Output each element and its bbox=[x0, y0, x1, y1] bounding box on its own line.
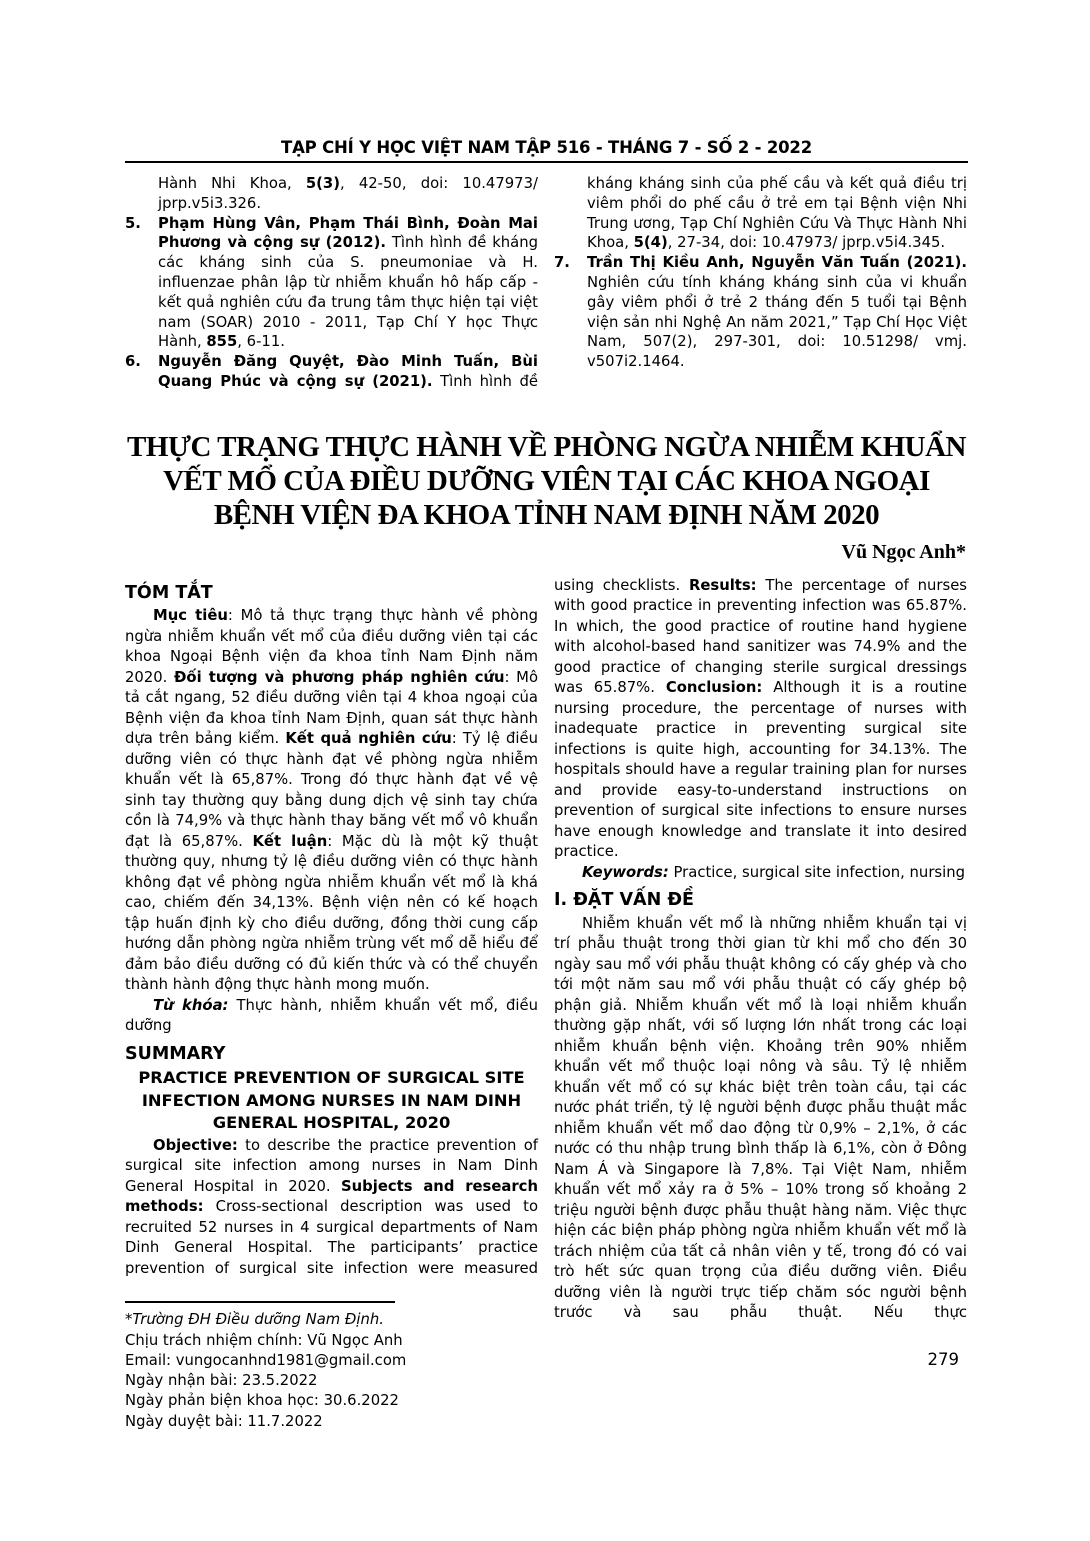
references-section bbox=[125, 174, 968, 392]
body-column-right bbox=[554, 576, 967, 1432]
title-line: BỆNH VIỆN ĐA KHOA TỈNH NAM ĐỊNH NĂM 2020 bbox=[213, 498, 880, 531]
title-line: VẾT MỔ CỦA ĐIỀU DƯỠNG VIÊN TẠI CÁC KHOA NGOẠI bbox=[163, 464, 930, 497]
abstract-heading: TÓM TẮT bbox=[125, 582, 213, 603]
reference-column-right bbox=[554, 174, 967, 392]
introduction-heading: I. ĐẶT VẤN ĐỀ bbox=[554, 890, 694, 911]
summary-body-left: Objective: to describe the practice prevention of surgical site infection among nurses in Nam Dinh General Hospital in 2020. Subjects and research methods: Cross-sectional description was used to recruited 52 nurses in 4 surgical departments of Nam Dinh General Hospital. The participants’ practice prevention of surgical site infection were measured bbox=[125, 1136, 538, 1277]
journal-header: TẠP CHÍ Y HỌC VIỆT NAM TẬP 516 - THÁNG 7 - SỐ 2 - 2022 bbox=[125, 138, 968, 163]
summary-body-right: using checklists. Results: The percentage of nurses with good practice in preventing infection was 65.87%. In which, the good practice of routine hand hygiene with alcohol-based hand sanitizer was 74.9% and the good practice of changing sterile surgical dressings was 65.87%. Conclusion: Although it is a routine nursing procedure, the percentage of nurses with inadequate practice in preventing surgical site infections is quite high, accounting for 34.13%. The hospitals should have a regular training plan for nurses and provide easy-to-understand instructions on prevention of surgical site infections to ensure nurses have enough knowledge and translate it into desired practice. bbox=[554, 576, 968, 861]
reference-number: 6. bbox=[125, 353, 141, 371]
reference-item bbox=[554, 253, 967, 372]
footnote bbox=[125, 1301, 538, 1432]
reference-text: Phạm Hùng Vân, Phạm Thái Bình, Đoàn Mai Phương và cộng sự (2012). Tình hình đề kháng các kháng sinh của S. pneumoniae và H. influenzae phân lập từ nhiễm khuẩn hô hấp cấp - kết quả nghiên cứu đa trung tâm thực hiện tại việt nam (SOAR) 2010 - 2011, Tạp Chí Y học Thực Hành, 855, 6-11. bbox=[158, 214, 538, 351]
summary-subtitle: PRACTICE PREVENTION OF SURGICAL SITE INFECTION AMONG NURSES IN NAM DINH GENERAL HOSPITAL, 2020 bbox=[138, 1068, 525, 1133]
footnote-line-accepted-date: Ngày duyệt bài: 11.7.2022 bbox=[125, 1412, 323, 1430]
reference-text: Nguyễn Đăng Quyệt, Đào Minh Tuấn, Bùi Quang Phúc và cộng sự (2021). Tình hình đề bbox=[158, 353, 538, 390]
reference-item bbox=[125, 214, 538, 353]
footnote-rule bbox=[125, 1301, 395, 1303]
reference-number: 7. bbox=[554, 254, 570, 272]
abstract-keywords: Từ khóa: Thực hành, nhiễm khuẩn vết mổ, điều dưỡng bbox=[125, 996, 538, 1035]
summary-keywords: Keywords: Practice, surgical site infection, nursing bbox=[582, 863, 965, 881]
abstract-body: Mục tiêu: Mô tả thực trạng thực hành về phòng ngừa nhiễm khuẩn vết mổ của điều dưỡng viên tại các khoa Ngoại Bệnh viện đa khoa tỉnh Nam Định năm 2020. Đối tượng và phương pháp nghiên cứu: Mô tả cắt ngang, 52 điều dưỡng viên tại 4 khoa ngoại của Bệnh viện đa khoa tỉnh Nam Định, quan sát thực hành dựa trên bảng kiểm. Kết quả nghiên cứu: Tỷ lệ điều dưỡng viên có thực hành đạt về phòng ngừa nhiễm khuẩn vết là 65,87%. Trong đó thực hành đạt về vệ sinh tay thường quy bằng dung dịch vệ sinh tay chứa cồn là 74,9% và thực hành thay băng vết mổ vô khuẩn đạt là 65,87%. Kết luận: Mặc dù là một kỹ thuật thường quy, nhưng tỷ lệ điều dưỡng viên có thực hành không đạt về phòng ngừa nhiễm khuẩn vết mổ là khá cao, chiếm đến 34,13%. Bệnh viện nên có kế hoạch tập huấn định kỳ cho điều dưỡng, đồng thời cung cấp hướng dẫn phòng ngừa nhiễm trùng vết mổ dễ hiểu để đảm bảo điều dưỡng có đủ kiến thức và có thể chuyển thành hành động thực hành mong muốn. bbox=[125, 607, 538, 994]
reference-continuation: Hành Nhi Khoa, 5(3), 42-50, doi: 10.47973/ jprp.v5i3.326. bbox=[158, 175, 538, 212]
reference-item bbox=[125, 352, 538, 392]
reference-number: 5. bbox=[125, 214, 141, 232]
article-body bbox=[125, 576, 968, 1432]
page-number: 279 bbox=[927, 1349, 959, 1369]
footnote-line-corresponding-author: Chịu trách nhiệm chính: Vũ Ngọc Anh bbox=[125, 1331, 403, 1349]
introduction-body: Nhiễm khuẩn vết mổ là những nhiễm khuẩn tại vị trí phẫu thuật trong thời gian từ khi mổ cho đến 30 ngày sau mổ với phẫu thuật không có cấy ghép và cho tới một năm sau mổ với phẫu thuật có cấy ghép bộ phận giả. Nhiễm khuẩn vết mổ là loại nhiễm khuẩn thường gặp nhất, với số lượng lớn nhất trong các loại nhiễm khuẩn bệnh viện. Khoảng trên 90% nhiễm khuẩn vết mổ thuộc loại nông và sâu. Tỷ lệ nhiễm khuẩn vết mổ có sự khác biệt trên toàn cầu, tại các nước phát triển, tỷ lệ người bệnh được phẫu thuật mắc nhiễm khuẩn vết mổ dao động từ 0,9% – 2,1%, ở các nước có thu nhập trung bình thấp là 6,1%, còn ở Đông Nam Á và Singapore là 7,8%. Tại Việt Nam, nhiễm khuẩn vết mổ xảy ra ở 5% – 10% trong số khoảng 2 triệu người bệnh được phẫu thuật hàng năm. Việc thực hiện các biện pháp phòng ngừa nhiễm khuẩn vết mổ là trách nhiệm của tất cả nhân viên y tế, trong đó có vai trò hết sức quan trọng của điều dưỡng viên. Điều dưỡng viên là người trực tiếp chăm sóc người bệnh trước và sau phẫu thuật. Nếu thực bbox=[554, 914, 967, 1322]
footnote-affiliation: *Trường ĐH Điều dưỡng Nam Định. bbox=[125, 1311, 384, 1329]
summary-heading: SUMMARY bbox=[125, 1043, 226, 1064]
author-byline: Vũ Ngọc Anh* bbox=[841, 540, 966, 563]
reference-text: Trần Thị Kiều Anh, Nguyễn Văn Tuấn (2021). Nghiên cứu tính kháng kháng sinh của vi khuẩn gây viêm phổi ở trẻ 2 tháng đến 5 tuổi tại Bệnh viện sản nhi Nghệ An năm 2021,” Tạp Chí Học Việt Nam, 507(2), 297-301, doi: 10.51298/ vmj. v507i2.1464. bbox=[587, 254, 967, 371]
article-title bbox=[125, 430, 968, 532]
reference-continuation: kháng kháng sinh của phế cầu và kết quả điều trị viêm phổi do phế cầu ở trẻ em tại Bệnh viện Nhi Trung ương, Tạp Chí Nghiên Cứu Và Thực Hành Nhi Khoa, 5(4), 27-34, doi: 10.47973/ jprp.v5i4.345. bbox=[587, 175, 967, 252]
title-line: THỰC TRẠNG THỰC HÀNH VỀ PHÒNG NGỪA NHIỄM KHUẨN bbox=[127, 430, 966, 463]
footnote-line-email: Email: vungocanhnd1981@gmail.com bbox=[125, 1351, 407, 1369]
reference-column-left bbox=[125, 174, 538, 392]
footnote-line-received-date: Ngày nhận bài: 23.5.2022 bbox=[125, 1372, 318, 1390]
footnote-line-review-date: Ngày phản biện khoa học: 30.6.2022 bbox=[125, 1392, 399, 1410]
body-column-left bbox=[125, 576, 538, 1432]
